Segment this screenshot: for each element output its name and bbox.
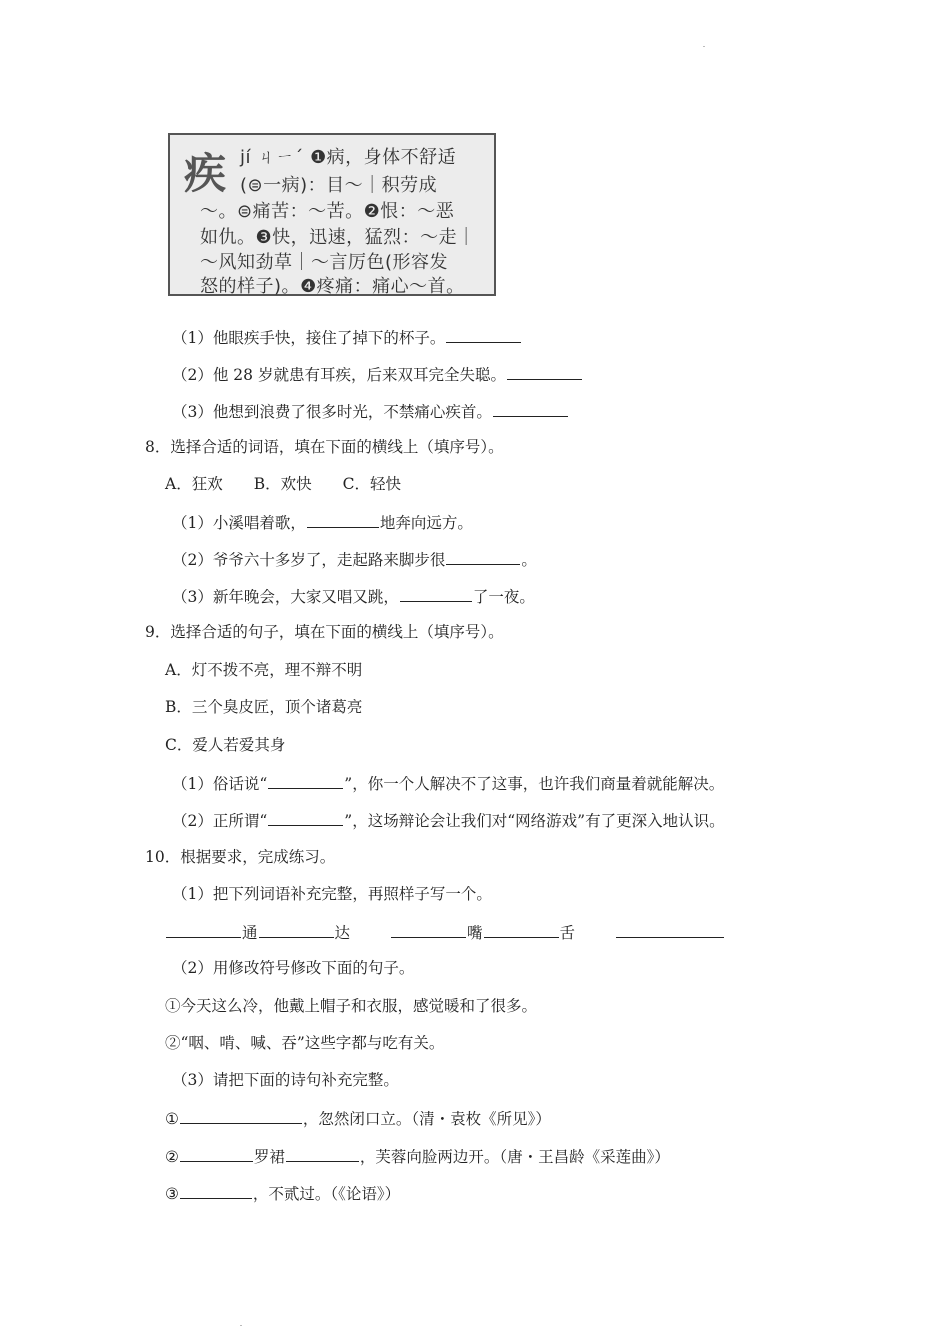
q9-item-2-suffix: ”，这场辩论会让我们对“网络游戏”有了更深入地认识。 [344,812,725,830]
word-char: 通 [242,924,258,942]
q9-option-c: C．爱人若爱其身 [165,736,286,754]
q7-item-1 [172,326,522,348]
q10-poem-2 [165,1145,670,1167]
dictionary-line-1: jí ㄐㄧˊ ❶病，身体不舒适 [240,147,457,168]
dictionary-line-6: 怒的样子)。❹疼痛：痛心～首。 [200,276,465,297]
q8-title: 8．选择合适的词语，填在下面的横线上（填序号）。 [145,438,504,456]
q8-item-2-suffix: 。 [521,551,537,569]
answer-blank[interactable] [446,326,521,343]
q8-item-3-suffix: 了一夜。 [472,588,535,606]
q10-word-row [165,921,725,943]
q10-poem-1 [165,1107,551,1129]
q9-item-2-prefix: （2）正所谓“ [172,812,268,830]
answer-blank[interactable] [268,809,343,826]
q9-item-2 [172,809,725,831]
q8-options: A．狂欢 B．欢快 C．轻快 [165,475,401,493]
q7-item-2 [172,363,583,385]
q10-sub-2: （2）用修改符号修改下面的句子。 [172,959,415,977]
q8-item-3-prefix: （3）新年晚会，大家又唱又跳， [172,588,399,606]
answer-blank[interactable] [180,1107,302,1124]
answer-blank[interactable] [268,772,343,789]
poem-text: ，芙蓉向脸两边开。（唐・王昌龄《采莲曲》） [359,1148,670,1166]
answer-blank[interactable] [493,400,568,417]
q8-item-1-suffix: 地奔向远方。 [379,514,473,532]
q9-item-1 [172,772,724,794]
q8-item-2-prefix: （2）爷爷六十多岁了，走起路来脚步很 [172,551,446,569]
q7-item-1-text: （1）他眼疾手快，接住了掉下的杯子。 [172,329,446,347]
q7-item-3 [172,400,569,422]
poem-number: ③ [165,1185,179,1203]
q9-item-1-suffix: ”，你一个人解决不了这事，也许我们商量着就能解决。 [344,775,725,793]
q9-item-1-prefix: （1）俗话说“ [172,775,268,793]
dictionary-headword: 疾 [184,149,227,198]
answer-blank[interactable] [180,1145,253,1162]
q10-poem-3 [165,1182,400,1204]
q10-sub-3: （3）请把下面的诗句补充完整。 [172,1071,399,1089]
q10-sentence-2: ②“咽、啃、喊、吞”这些字都与吃有关。 [165,1034,445,1052]
poem-text: 罗裙 [253,1148,285,1166]
word-char: 舌 [559,924,576,942]
answer-blank[interactable] [507,363,582,380]
answer-blank[interactable] [446,548,520,565]
answer-blank[interactable] [307,511,379,528]
word-char: 嘴 [467,924,483,942]
q7-item-2-text: （2）他 28 岁就患有耳疾，后来双耳完全失聪。 [172,366,506,384]
q7-item-3-text: （3）他想到浪费了很多时光，不禁痛心疾首。 [172,403,492,421]
q8-item-2 [172,548,537,570]
dictionary-line-3: ～。⊜痛苦：～苦。❷恨：～恶 [200,201,455,222]
q9-option-a: A．灯不拨不亮，理不辩不明 [165,661,363,679]
word-char: 达 [334,924,351,942]
dictionary-entry-image [168,133,496,296]
scan-speck [703,46,705,47]
scan-speck [240,1325,242,1326]
answer-blank[interactable] [180,1182,252,1199]
answer-blank[interactable] [616,921,724,938]
dictionary-line-5: ～风知劲草｜～言厉色(形容发 [200,252,449,273]
q8-item-1 [172,511,473,533]
q10-title: 10．根据要求，完成练习。 [145,848,336,866]
q9-title: 9．选择合适的句子，填在下面的横线上（填序号）。 [145,623,504,641]
answer-blank[interactable] [166,921,241,938]
poem-number: ② [165,1148,179,1166]
answer-blank[interactable] [286,1145,359,1162]
q9-option-b: B．三个臭皮匠，顶个诸葛亮 [165,698,363,716]
q8-item-1-prefix: （1）小溪唱着歌， [172,514,306,532]
answer-blank[interactable] [400,585,472,602]
q10-sentence-1: ①今天这么冷，他戴上帽子和衣服，感觉暖和了很多。 [165,997,538,1015]
answer-blank[interactable] [259,921,334,938]
poem-text: ，忽然闭口立。（清・袁枚《所见》） [302,1110,551,1128]
answer-blank[interactable] [391,921,466,938]
poem-number: ① [165,1110,179,1128]
q8-item-3 [172,585,535,607]
poem-text: ，不贰过。（《论语》） [252,1185,401,1203]
dictionary-line-2: (⊜一病)：目～｜积劳成 [240,175,438,196]
answer-blank[interactable] [484,921,559,938]
dictionary-line-4: 如仇。❸快，迅速，猛烈：～走｜ [200,227,476,248]
q10-sub-1: （1）把下列词语补充完整，再照样子写一个。 [172,885,492,903]
